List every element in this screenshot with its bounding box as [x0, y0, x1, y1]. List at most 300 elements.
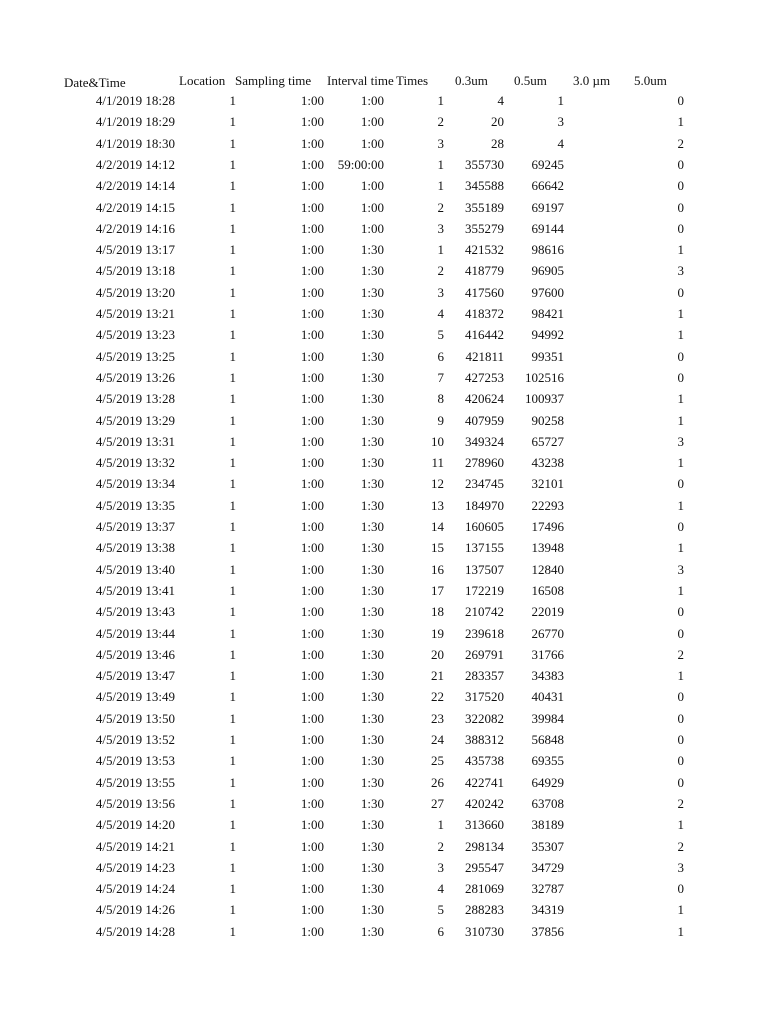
cell-interval-time: 1:30: [360, 689, 384, 705]
cell-3-0um: [566, 388, 622, 409]
cell-0-3um: 420242: [465, 795, 504, 811]
cell-location: 1: [229, 646, 236, 662]
cell-0-3um: 313660: [465, 817, 504, 833]
cell-sampling-time: 1:00: [300, 902, 324, 918]
table-row: [0, 239, 768, 260]
cell-0-5um: 98616: [531, 242, 564, 258]
cell-0-3um: 184970: [465, 497, 504, 513]
cell-times: 18: [431, 604, 444, 620]
cell-sampling-time: 1:00: [300, 923, 324, 939]
table-row: [0, 665, 768, 686]
cell-3-0um: [566, 601, 622, 622]
cell-5-0um: 0: [677, 93, 684, 108]
cell-5-0um: 0: [677, 519, 684, 534]
cell-datetime: 4/5/2019 13:18: [95, 263, 175, 279]
table-row: [0, 537, 768, 558]
cell-sampling-time: 1:00: [300, 582, 324, 598]
cell-sampling-time: 1:00: [300, 859, 324, 875]
cell-datetime: 4/5/2019 13:47: [95, 668, 175, 684]
cell-sampling-time: 1:00: [300, 881, 324, 897]
cell-location: 1: [229, 433, 236, 449]
cell-3-0um: [566, 175, 622, 196]
cell-0-3um: 28: [491, 135, 504, 151]
cell-times: 3: [437, 284, 444, 300]
cell-0-5um: 31766: [531, 646, 564, 662]
cell-3-0um: [566, 750, 622, 771]
table-row: [0, 303, 768, 324]
cell-0-3um: 310730: [465, 923, 504, 939]
cell-5-0um: 1: [677, 327, 684, 343]
cell-times: 23: [431, 710, 444, 726]
cell-interval-time: 1:30: [360, 263, 384, 279]
cell-datetime: 4/1/2019 18:28: [95, 93, 175, 108]
cell-sampling-time: 1:00: [300, 455, 324, 471]
cell-location: 1: [229, 476, 236, 492]
cell-interval-time: 1:30: [360, 817, 384, 833]
table-row: [0, 836, 768, 857]
cell-3-0um: [566, 836, 622, 857]
cell-interval-time: 1:30: [360, 604, 384, 620]
cell-times: 3: [437, 220, 444, 236]
cell-0-3um: 137155: [465, 540, 504, 556]
table-row: [0, 516, 768, 537]
cell-3-0um: [566, 111, 622, 132]
header-row: [0, 70, 768, 91]
table-row: [0, 388, 768, 409]
cell-times: 1: [437, 156, 444, 172]
header-interval-time: Interval time: [327, 73, 394, 88]
cell-0-5um: 38189: [531, 817, 564, 833]
cell-datetime: 4/2/2019 14:12: [95, 156, 175, 172]
cell-times: 22: [431, 689, 444, 705]
cell-0-3um: 317520: [465, 689, 504, 705]
cell-3-0um: [566, 857, 622, 878]
header-3-0um: 3.0 µm: [573, 73, 611, 88]
cell-5-0um: 2: [677, 135, 684, 151]
table-row: [0, 793, 768, 814]
cell-3-0um: [566, 367, 622, 388]
cell-times: 4: [437, 306, 444, 321]
cell-3-0um: [566, 239, 622, 260]
table-row: [0, 175, 768, 196]
cell-interval-time: 1:30: [360, 369, 384, 385]
table-row: [0, 133, 768, 154]
cell-times: 11: [431, 455, 444, 471]
cell-0-5um: 22019: [531, 604, 564, 620]
cell-0-3um: 418779: [465, 263, 504, 279]
table-row: [0, 878, 768, 899]
cell-location: 1: [229, 497, 236, 513]
table-row: [0, 708, 768, 729]
cell-5-0um: 0: [677, 710, 684, 726]
cell-datetime: 4/5/2019 13:37: [95, 519, 175, 534]
cell-0-3um: 281069: [465, 881, 504, 897]
cell-0-3um: 422741: [465, 774, 504, 790]
cell-0-3um: 137507: [465, 561, 504, 577]
header-0-3um: 0.3um: [455, 73, 488, 88]
cell-location: 1: [229, 284, 236, 300]
cell-sampling-time: 1:00: [300, 220, 324, 236]
cell-times: 1: [437, 93, 444, 108]
cell-sampling-time: 1:00: [300, 433, 324, 449]
cell-0-3um: 416442: [465, 327, 504, 343]
cell-times: 26: [431, 774, 444, 790]
cell-interval-time: 1:30: [360, 625, 384, 641]
cell-5-0um: 0: [677, 199, 684, 215]
cell-0-5um: 12840: [531, 561, 564, 577]
cell-5-0um: 0: [677, 476, 684, 492]
cell-location: 1: [229, 327, 236, 343]
cell-3-0um: [566, 410, 622, 431]
cell-location: 1: [229, 220, 236, 236]
cell-3-0um: [566, 644, 622, 665]
cell-times: 21: [431, 668, 444, 684]
cell-0-5um: 17496: [531, 519, 564, 534]
cell-5-0um: 0: [677, 625, 684, 641]
cell-datetime: 4/5/2019 13:50: [95, 710, 175, 726]
cell-datetime: 4/5/2019 14:20: [95, 817, 175, 833]
cell-0-5um: 100937: [525, 391, 564, 407]
cell-sampling-time: 1:00: [300, 114, 324, 130]
cell-times: 9: [437, 412, 444, 428]
cell-interval-time: 1:00: [360, 178, 384, 194]
cell-times: 16: [431, 561, 444, 577]
cell-datetime: 4/5/2019 13:20: [95, 284, 175, 300]
cell-0-3um: 417560: [465, 284, 504, 300]
cell-3-0um: [566, 516, 622, 537]
cell-location: 1: [229, 540, 236, 556]
cell-3-0um: [566, 154, 622, 175]
cell-3-0um: [566, 729, 622, 750]
cell-interval-time: 1:30: [360, 455, 384, 471]
cell-sampling-time: 1:00: [300, 668, 324, 684]
cell-3-0um: [566, 133, 622, 154]
cell-0-3um: 349324: [465, 433, 504, 449]
cell-0-5um: 65727: [531, 433, 564, 449]
cell-sampling-time: 1:00: [300, 774, 324, 790]
cell-sampling-time: 1:00: [300, 327, 324, 343]
cell-0-3um: 283357: [465, 668, 504, 684]
cell-location: 1: [229, 263, 236, 279]
cell-3-0um: [566, 921, 622, 942]
cell-datetime: 4/5/2019 13:17: [95, 242, 175, 258]
cell-interval-time: 1:30: [360, 284, 384, 300]
cell-sampling-time: 1:00: [300, 178, 324, 194]
cell-interval-time: 1:30: [360, 774, 384, 790]
cell-datetime: 4/5/2019 13:43: [95, 604, 175, 620]
cell-times: 13: [431, 497, 444, 513]
cell-interval-time: 1:30: [360, 859, 384, 875]
cell-0-5um: 34729: [531, 859, 564, 875]
cell-location: 1: [229, 114, 236, 130]
table-row: [0, 686, 768, 707]
cell-5-0um: 2: [677, 646, 684, 662]
cell-0-3um: 234745: [465, 476, 504, 492]
cell-datetime: 4/5/2019 14:23: [95, 859, 175, 875]
cell-5-0um: 1: [677, 306, 684, 321]
cell-0-3um: 407959: [465, 412, 504, 428]
cell-datetime: 4/5/2019 13:28: [95, 391, 175, 407]
cell-location: 1: [229, 923, 236, 939]
table-row: [0, 282, 768, 303]
cell-datetime: 4/5/2019 13:32: [95, 455, 175, 471]
cell-location: 1: [229, 412, 236, 428]
cell-0-5um: 99351: [531, 348, 564, 364]
cell-0-5um: 34383: [531, 668, 564, 684]
cell-location: 1: [229, 604, 236, 620]
cell-0-3um: 420624: [465, 391, 504, 407]
cell-5-0um: 0: [677, 220, 684, 236]
cell-sampling-time: 1:00: [300, 540, 324, 556]
cell-3-0um: [566, 772, 622, 793]
table-row: [0, 367, 768, 388]
cell-3-0um: [566, 814, 622, 835]
cell-interval-time: 1:00: [360, 93, 384, 108]
cell-5-0um: 1: [677, 114, 684, 130]
cell-0-3um: 355730: [465, 156, 504, 172]
cell-sampling-time: 1:00: [300, 795, 324, 811]
cell-datetime: 4/5/2019 13:41: [95, 582, 175, 598]
cell-times: 1: [437, 178, 444, 194]
cell-sampling-time: 1:00: [300, 817, 324, 833]
cell-datetime: 4/2/2019 14:15: [95, 199, 175, 215]
table-row: [0, 814, 768, 835]
cell-5-0um: 1: [677, 668, 684, 684]
cell-interval-time: 1:30: [360, 412, 384, 428]
header-0-5um: 0.5um: [514, 73, 547, 88]
cell-sampling-time: 1:00: [300, 93, 324, 108]
cell-datetime: 4/5/2019 14:21: [95, 838, 175, 854]
cell-datetime: 4/5/2019 13:23: [95, 327, 175, 343]
cell-location: 1: [229, 817, 236, 833]
cell-sampling-time: 1:00: [300, 710, 324, 726]
cell-times: 15: [431, 540, 444, 556]
cell-sampling-time: 1:00: [300, 689, 324, 705]
cell-datetime: 4/5/2019 13:29: [95, 412, 175, 428]
cell-3-0um: [566, 495, 622, 516]
cell-interval-time: 59:00:00: [337, 156, 384, 172]
cell-interval-time: 1:30: [360, 582, 384, 598]
cell-3-0um: [566, 899, 622, 920]
cell-location: 1: [229, 795, 236, 811]
cell-times: 19: [431, 625, 444, 641]
cell-sampling-time: 1:00: [300, 838, 324, 854]
table-row: [0, 90, 768, 111]
cell-datetime: 4/5/2019 13:31: [95, 433, 175, 449]
cell-5-0um: 3: [677, 859, 684, 875]
cell-interval-time: 1:30: [360, 391, 384, 407]
cell-location: 1: [229, 519, 236, 534]
cell-location: 1: [229, 838, 236, 854]
cell-5-0um: 0: [677, 156, 684, 172]
cell-times: 14: [431, 519, 444, 534]
cell-times: 12: [431, 476, 444, 492]
cell-5-0um: 2: [677, 838, 684, 854]
table-row: [0, 623, 768, 644]
cell-3-0um: [566, 431, 622, 452]
header-sampling-time: Sampling time: [235, 73, 312, 88]
cell-5-0um: 0: [677, 753, 684, 769]
cell-sampling-time: 1:00: [300, 561, 324, 577]
cell-datetime: 4/5/2019 14:24: [95, 881, 175, 897]
cell-datetime: 4/5/2019 13:46: [95, 646, 175, 662]
cell-interval-time: 1:00: [360, 114, 384, 130]
cell-times: 6: [437, 923, 444, 939]
cell-5-0um: 1: [677, 391, 684, 407]
cell-location: 1: [229, 178, 236, 194]
table-row: [0, 857, 768, 878]
cell-5-0um: 3: [677, 561, 684, 577]
cell-sampling-time: 1:00: [300, 646, 324, 662]
cell-interval-time: 1:30: [360, 433, 384, 449]
cell-datetime: 4/5/2019 13:38: [95, 540, 175, 556]
cell-0-5um: 66642: [531, 178, 564, 194]
table-row: [0, 260, 768, 281]
cell-interval-time: 1:30: [360, 923, 384, 939]
table-row: [0, 218, 768, 239]
cell-3-0um: [566, 708, 622, 729]
cell-datetime: 4/5/2019 13:21: [95, 306, 175, 321]
cell-0-3um: 288283: [465, 902, 504, 918]
cell-interval-time: 1:30: [360, 646, 384, 662]
cell-3-0um: [566, 686, 622, 707]
cell-location: 1: [229, 348, 236, 364]
cell-interval-time: 1:00: [360, 220, 384, 236]
cell-interval-time: 1:30: [360, 753, 384, 769]
cell-location: 1: [229, 859, 236, 875]
cell-0-5um: 35307: [531, 838, 564, 854]
cell-5-0um: 1: [677, 582, 684, 598]
cell-0-5um: 96905: [531, 263, 564, 279]
cell-interval-time: 1:00: [360, 135, 384, 151]
cell-5-0um: 1: [677, 540, 684, 556]
cell-datetime: 4/5/2019 13:53: [95, 753, 175, 769]
cell-3-0um: [566, 878, 622, 899]
cell-location: 1: [229, 306, 236, 321]
cell-datetime: 4/5/2019 13:56: [95, 795, 175, 811]
cell-5-0um: 0: [677, 284, 684, 300]
cell-sampling-time: 1:00: [300, 391, 324, 407]
cell-location: 1: [229, 774, 236, 790]
cell-sampling-time: 1:00: [300, 369, 324, 385]
cell-3-0um: [566, 665, 622, 686]
cell-5-0um: 0: [677, 689, 684, 705]
cell-5-0um: 0: [677, 774, 684, 790]
cell-5-0um: 0: [677, 732, 684, 747]
cell-times: 3: [437, 135, 444, 151]
cell-3-0um: [566, 346, 622, 367]
cell-0-3um: 278960: [465, 455, 504, 471]
cell-sampling-time: 1:00: [300, 242, 324, 258]
cell-0-5um: 69144: [531, 220, 564, 236]
cell-location: 1: [229, 369, 236, 385]
cell-times: 5: [437, 327, 444, 343]
cell-5-0um: 2: [677, 795, 684, 811]
cell-datetime: 4/5/2019 13:35: [95, 497, 175, 513]
table-row: [0, 431, 768, 452]
cell-3-0um: [566, 303, 622, 324]
table-row: [0, 452, 768, 473]
table-row: [0, 644, 768, 665]
cell-0-5um: 34319: [531, 902, 564, 918]
cell-0-3um: 210742: [465, 604, 504, 620]
cell-interval-time: 1:30: [360, 242, 384, 258]
cell-0-5um: 1: [557, 93, 564, 108]
cell-datetime: 4/5/2019 13:52: [95, 732, 175, 747]
cell-location: 1: [229, 881, 236, 897]
table-row: [0, 473, 768, 494]
cell-3-0um: [566, 580, 622, 601]
cell-0-3um: 435738: [465, 753, 504, 769]
cell-times: 8: [437, 391, 444, 407]
cell-times: 2: [437, 199, 444, 215]
cell-0-3um: 388312: [465, 732, 504, 747]
cell-0-5um: 37856: [531, 923, 564, 939]
cell-times: 6: [437, 348, 444, 364]
cell-5-0um: 1: [677, 412, 684, 428]
cell-location: 1: [229, 93, 236, 108]
table-row: [0, 899, 768, 920]
cell-sampling-time: 1:00: [300, 284, 324, 300]
cell-datetime: 4/5/2019 14:26: [95, 902, 175, 918]
cell-interval-time: 1:30: [360, 540, 384, 556]
cell-0-5um: 32787: [531, 881, 564, 897]
cell-sampling-time: 1:00: [300, 476, 324, 492]
cell-0-5um: 97600: [531, 284, 564, 300]
cell-3-0um: [566, 793, 622, 814]
cell-interval-time: 1:30: [360, 795, 384, 811]
cell-times: 2: [437, 263, 444, 279]
cell-0-3um: 160605: [465, 519, 504, 534]
cell-datetime: 4/2/2019 14:14: [95, 178, 175, 194]
cell-datetime: 4/1/2019 18:30: [95, 135, 175, 151]
cell-location: 1: [229, 156, 236, 172]
cell-datetime: 4/5/2019 13:49: [95, 689, 175, 705]
cell-datetime: 4/5/2019 13:25: [95, 348, 175, 364]
cell-0-5um: 32101: [531, 476, 564, 492]
cell-3-0um: [566, 218, 622, 239]
table-row: [0, 154, 768, 175]
cell-3-0um: [566, 623, 622, 644]
cell-0-5um: 69355: [531, 753, 564, 769]
cell-0-5um: 40431: [531, 689, 564, 705]
cell-interval-time: 1:30: [360, 519, 384, 534]
cell-5-0um: 0: [677, 369, 684, 385]
cell-0-5um: 4: [557, 135, 564, 151]
cell-location: 1: [229, 561, 236, 577]
cell-0-5um: 43238: [531, 455, 564, 471]
cell-location: 1: [229, 668, 236, 684]
header-datetime: Date&Time: [64, 75, 126, 90]
cell-sampling-time: 1:00: [300, 412, 324, 428]
cell-3-0um: [566, 473, 622, 494]
cell-0-3um: 355279: [465, 220, 504, 236]
cell-interval-time: 1:30: [360, 732, 384, 747]
cell-location: 1: [229, 135, 236, 151]
cell-interval-time: 1:30: [360, 902, 384, 918]
cell-times: 3: [437, 859, 444, 875]
cell-5-0um: 1: [677, 455, 684, 471]
cell-5-0um: 0: [677, 604, 684, 620]
cell-times: 7: [437, 369, 444, 385]
cell-interval-time: 1:30: [360, 306, 384, 321]
cell-sampling-time: 1:00: [300, 519, 324, 534]
cell-datetime: 4/1/2019 18:29: [95, 114, 175, 130]
cell-sampling-time: 1:00: [300, 348, 324, 364]
cell-times: 20: [431, 646, 444, 662]
cell-sampling-time: 1:00: [300, 135, 324, 151]
cell-0-3um: 421532: [465, 242, 504, 258]
